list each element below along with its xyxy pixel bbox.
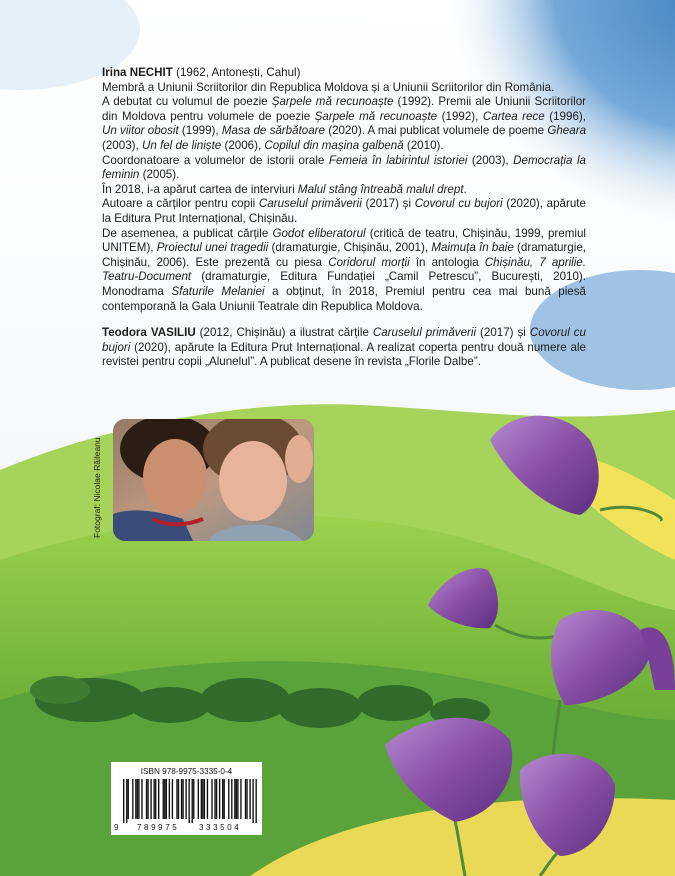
author-para-5: Autoare a cărților pentru copii Caruselul primăverii (2017) și Covorul cu bujori (2020), apărute la Editura Prut Internațional, Chișinău.	[102, 197, 586, 225]
back-cover-text	[102, 66, 586, 370]
author-name: Irina NECHIT	[102, 66, 173, 79]
author-para-4: În 2018, i-a apărut cartea de interviuri Malul stâng întreabă malul drept.	[102, 182, 467, 196]
illustrator-para: Teodora VASILIU (2012, Chișinău) a ilustrat cărțile Caruselul primăverii (2017) și Covorul cu bujori (2020), apărute la Editura Prut Internațional. A realizat coperta pentru două numere ale revistei pentru copii „Alunelul”. A publicat desene în revista „Florile Dalbe”.	[102, 326, 586, 369]
author-photo	[113, 419, 314, 541]
author-para-6: De asemenea, a publicat cărțile Godot eliberatorul (critică de teatru, Chișinău, 1999, premiul UNITEM), Proiectul unei tragedii (dramaturgie, Chișinău, 2001), Maimuța în baie (dramaturgie, Chișinău, 2006). Este prezentă cu piesa Coridorul morții în antologia Chișinău, 7 aprilie. Teatru-Document (dramaturgie, Editura Fundației „Camil Petrescu”, București, 2010). Monodrama Sfaturile Melaniei a obținut, în 2018, Premiul pentru cea mai bună piesă contemporană la Gala Uniunii Teatrale din Republica Moldova.	[102, 226, 587, 313]
illustrator-name: Teodora VASILIU	[102, 326, 196, 340]
author-para-3: Coordonatoare a volumelor de istorii orale Femeia în labirintul istoriei (2003), Democrația la feminin (2005).	[102, 153, 586, 182]
photo-credit: Fotograf: Nicolae Răileanu	[92, 437, 102, 538]
isbn-block: ISBN 978-9975-3335-0-4 9 789975 333504	[111, 762, 262, 835]
author-para-1: Membră a Uniunii Scriitorilor din Republica Moldova și a Uniunii Scriitorilor din România.	[102, 80, 555, 94]
author-para-2: A debutat cu volumul de poezie Șarpele mă recunoaște (1992). Premii ale Uniunii Scriitorilor din Moldova pentru volumele de poezie Șarpele mă recunoaște (1992), Cartea rece (1996), Un viitor obosit (1999), Masa de sărbătoare (2020). A mai publicat volumele de poeme Gheara (2003), Un fel de liniște (2006), Copilul din mașina galbenă (2010).	[102, 95, 587, 152]
author-details: (1962, Antonești, Cahul)	[172, 66, 301, 79]
barcode	[123, 779, 257, 823]
isbn-text: ISBN 978-9975-3335-0-4	[140, 767, 233, 776]
